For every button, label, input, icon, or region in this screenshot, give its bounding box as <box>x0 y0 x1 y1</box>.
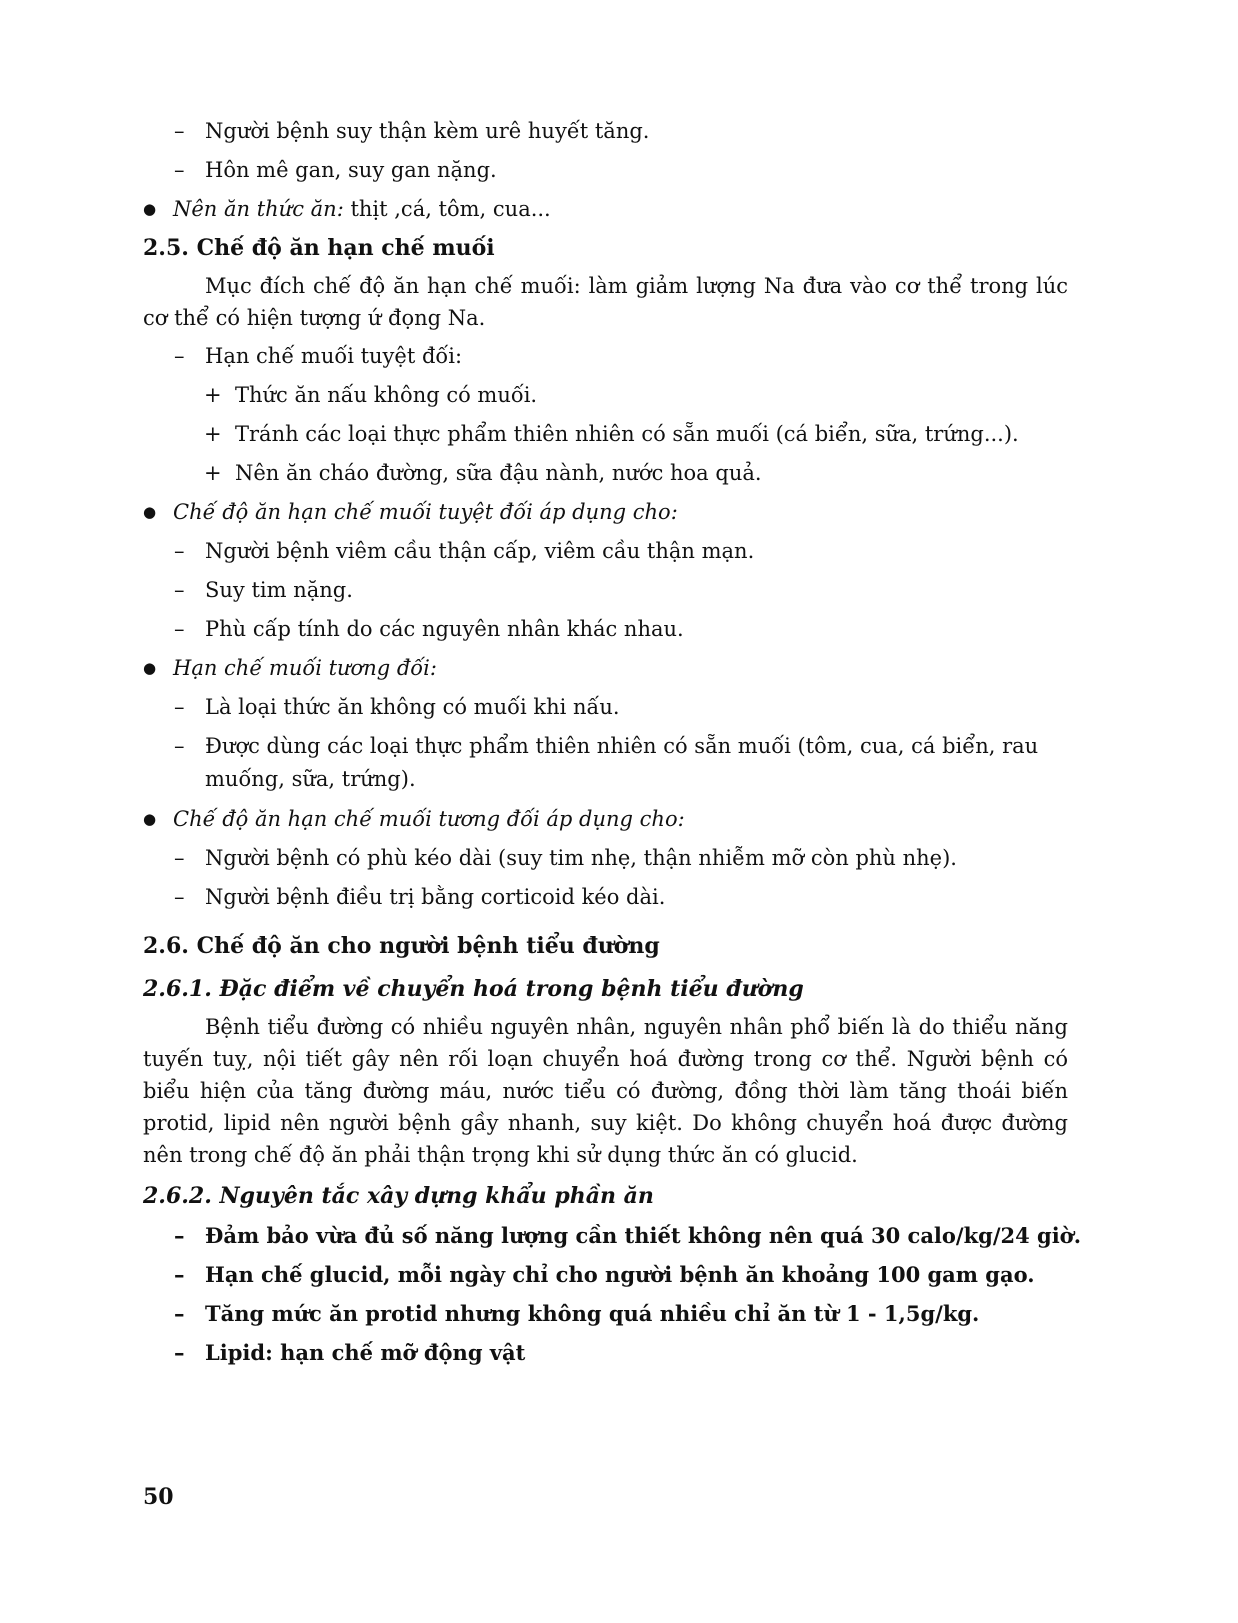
sub-list-item <box>143 376 1068 415</box>
list-item-text: Hôn mê gan, suy gan nặng. <box>205 158 497 182</box>
bullet-item-text: Hạn chế muối tương đối: <box>173 656 437 680</box>
sub-list-item-text: Thức ăn nấu không có muối. <box>235 383 538 407</box>
list-item <box>143 151 1068 190</box>
subsection-heading-2-6-1: 2.6.1. Đặc điểm về chuyển hoá trong bệnh tiểu đường <box>143 976 804 1002</box>
list-item-text: Người bệnh suy thận kèm urê huyết tăng. <box>205 119 650 143</box>
dash-marker: – <box>174 344 185 368</box>
bullet-item <box>143 190 1068 229</box>
bullet-marker: ● <box>143 503 157 521</box>
bullet-marker: ● <box>143 810 157 828</box>
section-heading-2-5: 2.5. Chế độ ăn hạn chế muối <box>143 235 495 261</box>
list-item-text: Suy tim nặng. <box>205 578 353 602</box>
dash-marker: – <box>174 1223 185 1248</box>
dash-marker: – <box>174 846 185 870</box>
list-item-text: Người bệnh điều trị bằng corticoid kéo dài. <box>205 885 666 909</box>
list-item <box>143 1333 1068 1372</box>
dash-marker: – <box>174 119 185 143</box>
list-item <box>143 688 1068 727</box>
sub-list-item <box>143 415 1068 454</box>
list-item-text: Phù cấp tính do các nguyên nhân khác nhau. <box>205 617 684 641</box>
page-number: 50 <box>143 1484 174 1510</box>
list-item-text: Hạn chế muối tuyệt đối: <box>205 344 463 368</box>
dash-marker: – <box>174 1340 185 1365</box>
list-item <box>143 610 1068 649</box>
list-item <box>143 878 1068 917</box>
bullet-item <box>143 649 1068 688</box>
list-item <box>143 1216 1082 1255</box>
list-item-text: Tăng mức ăn protid nhưng không quá nhiều chỉ ăn từ 1 - 1,5g/kg. <box>205 1301 980 1326</box>
dash-marker: – <box>174 158 185 182</box>
list-item-text: Lipid: hạn chế mỡ động vật <box>205 1340 526 1365</box>
bullet-marker: ● <box>143 200 157 218</box>
paragraph <box>143 1011 1068 1171</box>
sub-list-item <box>143 454 1068 493</box>
bullet-item <box>143 493 1068 532</box>
list-item <box>143 839 1068 878</box>
paragraph <box>143 270 1068 334</box>
bullet-label: Nên ăn thức ăn: <box>173 197 344 221</box>
page-content <box>143 112 1082 1372</box>
list-item <box>143 571 1068 610</box>
section-heading-2-6: 2.6. Chế độ ăn cho người bệnh tiểu đường <box>143 933 660 959</box>
paragraph-text: Mục đích chế độ ăn hạn chế muối: làm giảm lượng Na đưa vào cơ thể trong lúc cơ thể có hiện tượng ứ đọng Na. <box>143 274 1068 330</box>
dash-marker: – <box>174 695 185 719</box>
sub-list-item-text: Tránh các loại thực phẩm thiên nhiên có sẵn muối (cá biển, sữa, trứng...). <box>235 422 1019 446</box>
dash-marker: – <box>174 539 185 563</box>
list-item-text: Là loại thức ăn không có muối khi nấu. <box>205 695 620 719</box>
dash-marker: – <box>174 1301 185 1326</box>
list-item-text: Đảm bảo vừa đủ số năng lượng cần thiết không nên quá 30 calo/kg/24 giờ. <box>205 1223 1082 1248</box>
plus-marker: + <box>204 383 222 407</box>
list-item <box>143 1255 1068 1294</box>
bullet-item-text: Chế độ ăn hạn chế muối tuyệt đối áp dụng cho: <box>173 500 678 524</box>
bullet-rest: thịt ,cá, tôm, cua... <box>343 197 551 221</box>
list-item-text: Hạn chế glucid, mỗi ngày chỉ cho người bệnh ăn khoảng 100 gam gạo. <box>205 1262 1035 1287</box>
plus-marker: + <box>204 422 222 446</box>
bullet-item-text: Chế độ ăn hạn chế muối tương đối áp dụng cho: <box>173 807 685 831</box>
dash-marker: – <box>174 617 185 641</box>
list-item <box>174 730 1068 796</box>
dash-marker: – <box>174 578 185 602</box>
list-item <box>143 337 1068 376</box>
paragraph-text: Bệnh tiểu đường có nhiều nguyên nhân, nguyên nhân phổ biến là do thiểu năng tuyến tuỵ, nội tiết gây nên rối loạn chuyển hoá đường trong cơ thể. Người bệnh có biểu hiện của tăng đường máu, nước tiểu có đường, đồng thời làm tăng thoái biến protid, lipid nên người bệnh gầy nhanh, suy kiệt. Do không chuyển hoá được đường nên trong chế độ ăn phải thận trọng khi sử dụng thức ăn có glucid. <box>143 1015 1068 1167</box>
dash-marker: – <box>174 734 185 758</box>
list-item <box>143 1294 1068 1333</box>
bullet-marker: ● <box>143 659 157 677</box>
plus-marker: + <box>204 461 222 485</box>
list-item <box>143 112 1068 151</box>
list-item-text: Được dùng các loại thực phẩm thiên nhiên có sẵn muối (tôm, cua, cá biển, rau muống, sữa, trứng). <box>205 734 1039 791</box>
bullet-item <box>143 800 1068 839</box>
dash-marker: – <box>174 885 185 909</box>
bullet-item-text <box>173 190 551 229</box>
dash-marker: – <box>174 1262 185 1287</box>
list-item-text: Người bệnh viêm cầu thận cấp, viêm cầu thận mạn. <box>205 539 755 563</box>
list-item-text: Người bệnh có phù kéo dài (suy tim nhẹ, thận nhiễm mỡ còn phù nhẹ). <box>205 846 957 870</box>
sub-list-item-text: Nên ăn cháo đường, sữa đậu nành, nước hoa quả. <box>235 461 762 485</box>
subsection-heading-2-6-2: 2.6.2. Nguyên tắc xây dựng khẩu phần ăn <box>143 1183 654 1209</box>
list-item <box>143 532 1068 571</box>
